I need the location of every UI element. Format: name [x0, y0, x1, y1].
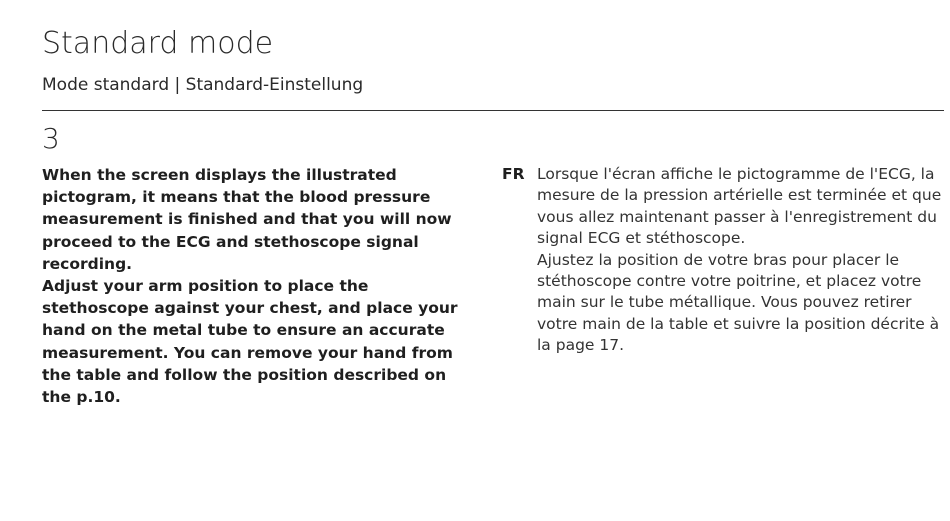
english-instructions [42, 164, 472, 408]
header-divider [42, 110, 944, 111]
english-paragraph-2: Adjust your arm position to place the stethoscope against your chest, and place your hand on the metal tube to ensure an accurate measurement. You can remove your hand from the table and follow the position described on the p.10. [42, 277, 458, 407]
french-paragraph-1: Lorsque l'écran affiche le pictogramme de l'ECG, la mesure de la pression artérielle est terminée et que vous allez maintenant passer à l'enregistrement du signal ECG et stéthoscope. [537, 165, 942, 248]
page-subtitle: Mode standard | Standard-Einstellung [42, 75, 364, 95]
english-paragraph-1: When the screen displays the illustrated pictogram, it means that the blood pressure measurement is finished and that you will now proceed to the ECG and stethoscope signal recording. [42, 166, 452, 273]
step-number: 3 [42, 122, 60, 155]
french-text [537, 164, 942, 357]
french-paragraph-2: Ajustez la position de votre bras pour placer le stéthoscope contre votre poitrine, et placez votre main sur le tube métallique. Vous pouvez retirer votre main de la table et suivre la position décrite à la page 17. [537, 250, 940, 355]
page-title: Standard mode [42, 26, 274, 61]
french-language-label: FR [502, 165, 525, 183]
